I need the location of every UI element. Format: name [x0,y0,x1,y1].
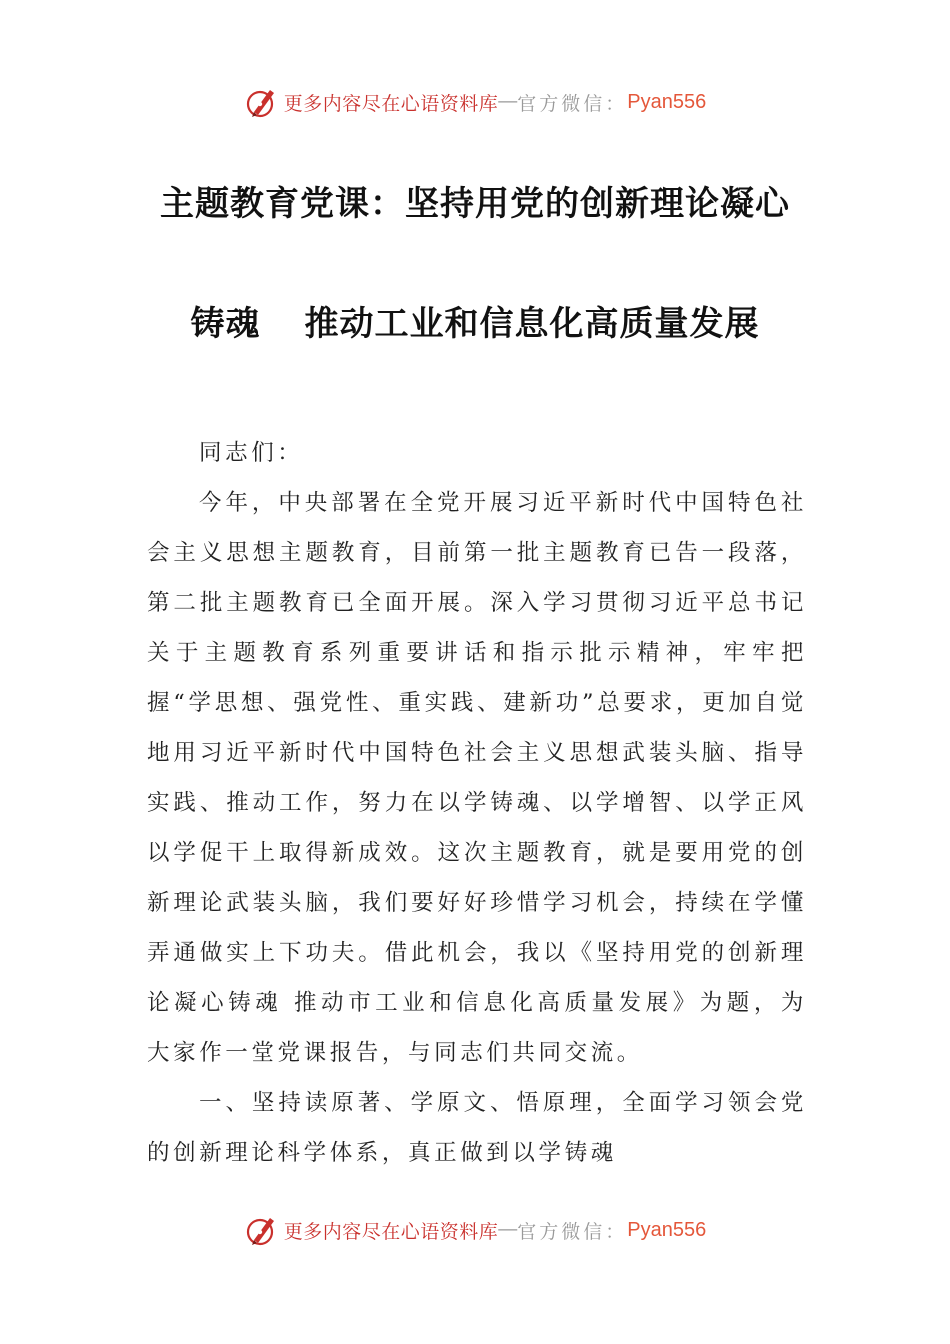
banner-text: 更多内容尽在心语资料库 [283,92,499,115]
document-body [147,428,807,1178]
salutation: 同志们： [199,440,304,466]
title-line-2-part-b: 推动工业和信息化高质量发展 [304,304,760,344]
banner-dash: — [498,1219,518,1240]
pen-circle-logo-icon [244,1212,280,1248]
title-line-2-part-a: 铸魂 [190,304,261,344]
banner-wechat-label: 官方微信： [517,1220,628,1243]
paragraph-intro: 今年，中央部署在全党开展习近平新时代中国特色社会主义思想主题教育，目前第一批主题教育已告一段落，第二批主题教育已全面开展。深入学习贯彻习近平总书记关于主题教育系列重要讲话和指示批示精神，牢牢把握“学思想、强党性、重实践、建新功”总要求，更加自觉地用习近平新时代中国特色社会主义思想武装头脑、指导实践、推动工作，努力在以学铸魂、以学增智、以学正风以学促干上取得新成效。这次主题教育，就是要用党的创新理论武装头脑，我们要好好珍惜学习机会，持续在学懂弄通做实上下功夫。借此机会，我以《坚持用党的创新理论凝心铸魂 推动市工业和信息化高质量发展》为题，为大家作一堂党课报告，与同志们共同交流。 [147,490,807,1066]
header-banner [0,80,950,124]
banner-wechat-label: 官方微信： [517,92,628,115]
banner-wechat-id: Pyan556 [627,1218,707,1241]
banner-dash: — [498,91,518,112]
section-heading-1: 一、坚持读原著、学原文、悟原理，全面学习领会党的创新理论科学体系，真正做到以学铸魂 [147,1090,807,1166]
pen-circle-logo-icon [244,84,280,120]
footer-banner [0,1208,950,1252]
document-title-line-2 [0,296,950,345]
banner-text: 更多内容尽在心语资料库 [283,1220,499,1243]
banner-wechat-id: Pyan556 [627,90,707,113]
document-title-line-1: 主题教育党课：坚持用党的创新理论凝心 [160,184,790,224]
